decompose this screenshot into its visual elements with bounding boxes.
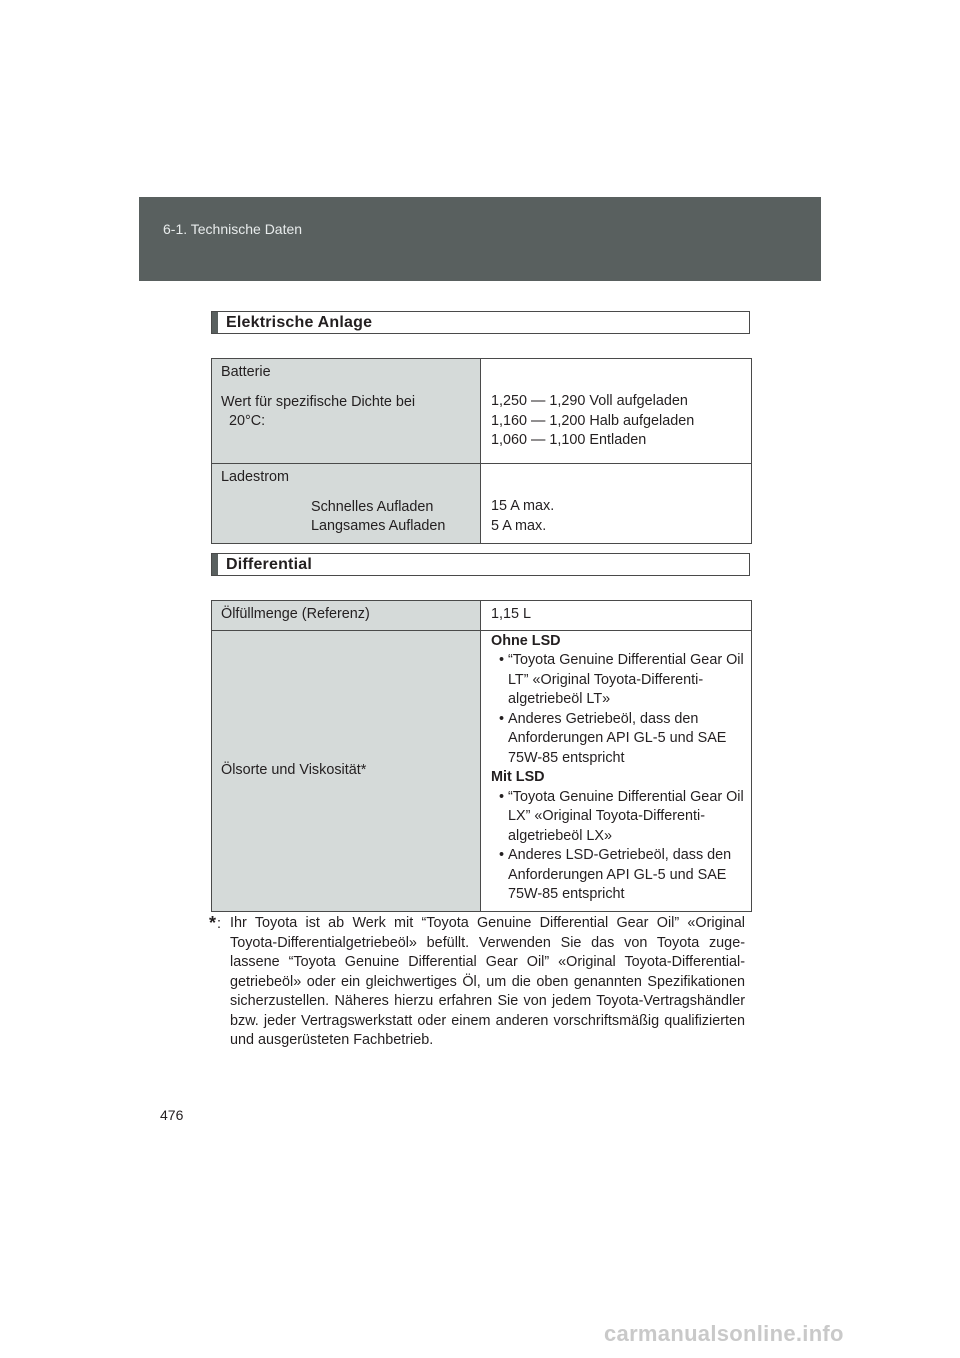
slow-charge-label: Langsames Aufladen xyxy=(311,518,446,534)
list-item: • Anderes LSD-Getriebeöl, dass den Anforderungen API GL-5 und SAE 75W-85 entspricht xyxy=(499,847,732,902)
heading-accent-bar xyxy=(212,312,218,333)
table-row xyxy=(212,630,752,911)
fast-charge-value: 15 A max. xyxy=(491,498,555,514)
page-number: 476 xyxy=(160,1107,184,1123)
battery-label-cell xyxy=(212,359,481,464)
slow-charge-value: 5 A max. xyxy=(491,517,547,534)
capacity-value: 1,15 L xyxy=(491,606,532,622)
charge-label: Ladestrom xyxy=(221,469,289,485)
capacity-label: Ölfüllmenge (Referenz) xyxy=(221,606,370,622)
table-row xyxy=(212,359,752,464)
density-values-cell xyxy=(481,359,752,464)
list-item: • “Toyota Genuine Differential Gear Oil LX” «Original Toyota-Differentialgetriebeöl LX» xyxy=(499,788,744,844)
heading-text: Differential xyxy=(226,556,312,573)
electrical-spec-table xyxy=(211,358,752,544)
oil-values-cell xyxy=(481,630,752,911)
density-value: 1,250 — 1,290 Voll aufgeladen xyxy=(491,393,688,409)
footnote xyxy=(209,914,745,1051)
list-item: • Anderes Getriebeöl, dass den Anforderungen API GL-5 und SAE 75W-85 entspricht xyxy=(499,710,727,766)
chapter-header-band xyxy=(139,197,821,281)
heading-accent-bar xyxy=(212,554,218,575)
charge-label-cell xyxy=(212,464,481,544)
heading-text: Elektrische Anlage xyxy=(226,314,373,331)
oil-label: Ölsorte und Viskosität* xyxy=(221,761,367,778)
capacity-value-cell xyxy=(481,601,752,631)
watermark: carmanualsonline.info xyxy=(604,1321,844,1346)
footnote-colon: : xyxy=(217,916,221,932)
density-value: 1,160 — 1,200 Halb aufgeladen xyxy=(491,412,695,429)
density-label-temp: 20°C: xyxy=(229,413,266,429)
list-item: • “Toyota Genuine Differential Gear Oil LT” «Original Toyota-Differentialgetriebeöl LT» xyxy=(499,652,744,707)
footnote-mark: * xyxy=(209,913,217,933)
charge-values-cell xyxy=(481,464,752,544)
density-value: 1,060 — 1,100 Entladen xyxy=(491,432,647,448)
section-heading-differential xyxy=(211,553,750,576)
table-row xyxy=(212,601,752,631)
battery-label: Batterie xyxy=(221,364,271,380)
section-title: 6-1. Technische Daten xyxy=(163,221,303,237)
no-lsd-heading: Ohne LSD xyxy=(491,632,561,649)
section-heading-electrical xyxy=(211,311,750,334)
footnote-text: Ihr Toyota ist ab Werk mit “Toyota Genuine Differential Gear Oil” «Original Toyota-Differentialgetriebeöl» befüllt. Verwenden Sie das von Toyota zugelassene “Toyota Genuine Differential Gear Oil” «Original Toyota-Differentialgetriebeöl» oder ein gleichwertiges Öl, um die oben genannten Spezifikationen sicherzustellen. Näheres hierzu erfahren Sie von jedem Toyota-Vertragshändler bzw. jeder Vertragswerkstatt oder einem anderen vorschriftsmäßig qualifizierten und ausgerüsteten Fachbetrieb. xyxy=(230,915,745,1048)
lsd-heading: Mit LSD xyxy=(491,769,545,785)
fast-charge-label: Schnelles Aufladen xyxy=(311,498,434,515)
capacity-label-cell xyxy=(212,601,481,631)
table-row xyxy=(212,464,752,544)
density-label: Wert für spezifische Dichte bei xyxy=(221,393,416,410)
oil-label-cell xyxy=(212,630,481,911)
differential-spec-table xyxy=(211,600,752,912)
